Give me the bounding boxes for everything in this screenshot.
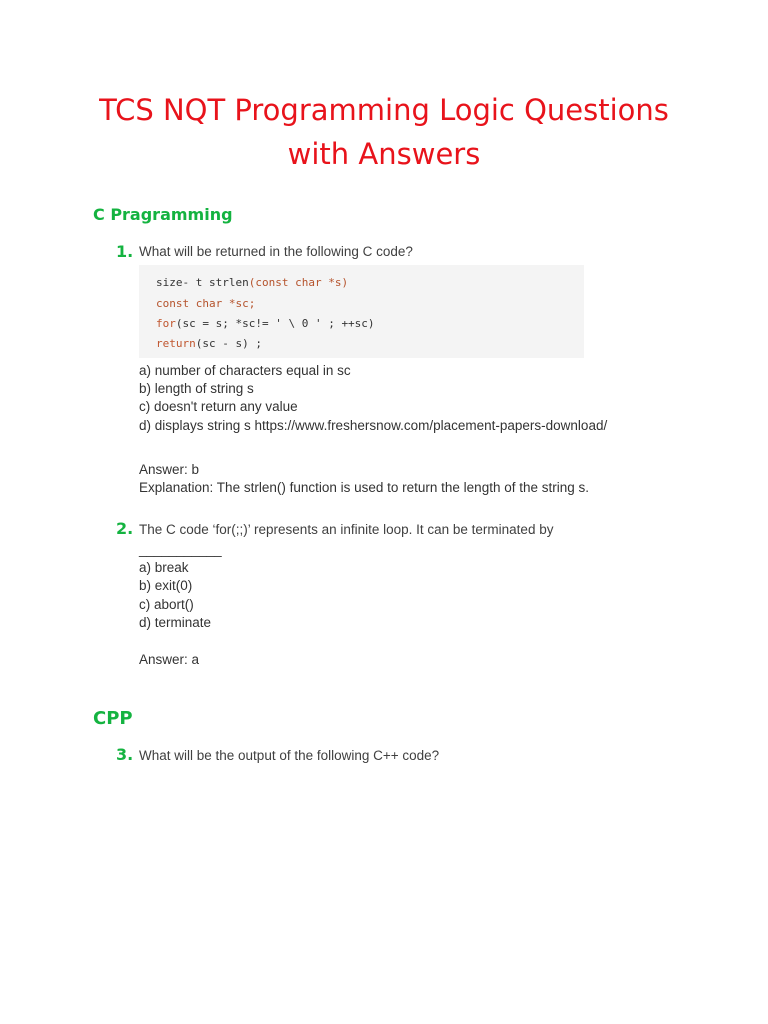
question-1-option-d: d) displays string s https://www.freshersnow.com/placement-papers-download/ [139, 418, 608, 433]
code-line-2: const char *sc; [156, 297, 256, 310]
question-2-option-a: a) break [139, 560, 189, 575]
question-2-text: The C code ‘for(;;)’ represents an infinite loop. It can be terminated by [139, 522, 554, 537]
title-line-1: TCS NQT Programming Logic Questions [99, 93, 669, 127]
question-2-option-d: d) terminate [139, 615, 212, 630]
code-line-1: size- t strlen(const char *s) [156, 276, 349, 289]
question-1-explanation: Explanation: The strlen() function is used to return the length of the string s. [139, 480, 590, 495]
question-2-option-b: b) exit(0) [139, 578, 193, 593]
question-1-option-c: c) doesn't return any value [139, 399, 298, 414]
code-line-4: return(sc - s) ; [156, 337, 262, 350]
question-1-text: What will be returned in the following C code? [139, 244, 413, 259]
question-3-text: What will be the output of the following C++ code? [139, 748, 440, 763]
question-2-number: 2. [116, 519, 134, 538]
document-title [0, 88, 768, 176]
question-1-number: 1. [116, 242, 134, 261]
question-3-number: 3. [116, 745, 134, 764]
question-1-option-a: a) number of characters equal in sc [139, 363, 351, 378]
code-block [139, 265, 584, 358]
code-line-3: for(sc = s; *sc!= ' \ 0 ' ; ++sc) [156, 317, 375, 330]
question-2-answer: Answer: a [139, 652, 200, 667]
question-2-blank: ___________ [139, 542, 222, 557]
question-1-option-b: b) length of string s [139, 381, 254, 396]
section-heading-cpp: CPP [93, 708, 133, 729]
title-line-2: with Answers [287, 137, 481, 171]
question-2-option-c: c) abort() [139, 597, 194, 612]
question-1-answer: Answer: b [139, 462, 200, 477]
section-heading-c: C Pragramming [93, 205, 233, 224]
